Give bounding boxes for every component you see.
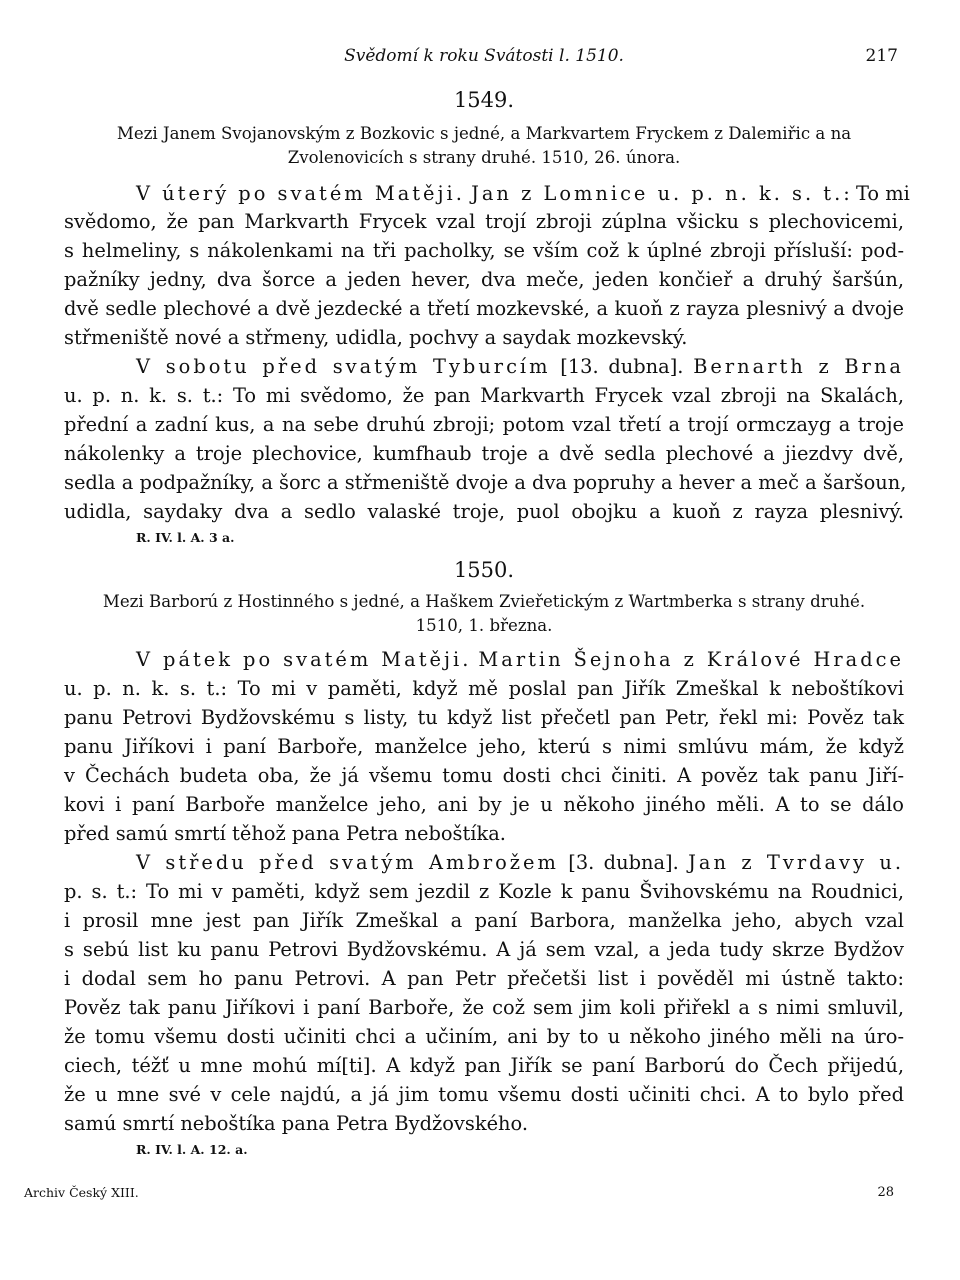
date-label: V středu před svatým Ambrožem xyxy=(136,851,559,874)
entry-number: 1549. xyxy=(453,88,515,112)
date-bracket: [3. dubna]. xyxy=(568,851,679,874)
text-line: s helmeliny, s nákolenkami na tři pacholky, se vším což k úplné zbroji přísluší: pod- xyxy=(64,239,904,262)
footer-publication: Archiv Český XIII. xyxy=(24,1185,139,1200)
text-line: u. p. n. k. s. t.: To mi svědomo, že pan Markvarth Frycek vzal zbroji na Skalách, xyxy=(64,384,904,407)
date-label: V pátek po svatém Matěji. xyxy=(136,648,472,671)
text-line: že u mne své v cele najdú, a já jim tomu všemu dosti učiniti chci. A to bylo před xyxy=(64,1083,904,1106)
entry-heading-line: Mezi Janem Svojanovským z Bozkovic s jedné, a Markvartem Fryckem z Dalemiřic a na xyxy=(116,124,852,143)
witness-label: Jan z Lomnice u. p. n. k. s. t. xyxy=(471,182,844,205)
paragraph-first-line xyxy=(136,646,904,674)
date-bracket: [13. dubna]. xyxy=(560,355,684,378)
text-line: Pověz tak panu Jiříkovi i paní Barboře, že což sem jim koli přiřekl a s nimi smluvil, xyxy=(64,996,904,1019)
document-page xyxy=(64,0,910,1280)
paragraph-first-line xyxy=(136,353,904,381)
footer-sheet-number: 28 xyxy=(877,1185,894,1200)
running-title: Svědomí k roku Svátosti l. 1510. xyxy=(344,46,624,66)
paragraph-first-line xyxy=(136,180,910,208)
text-line: p. s. t.: To mi v paměti, když sem jezdil z Kozle k panu Švihovskému na Roudnici, xyxy=(64,880,904,903)
witness-label: Jan z Tvrdavy u. xyxy=(688,851,904,874)
entry-heading-line: 1510, 1. března. xyxy=(415,616,553,635)
text-line: přední a zadní kus, a na sebe druhú zbroji; potom vzal třetí a trojí ormczayg a troje xyxy=(64,413,904,436)
text-line: svědomo, že pan Markvarth Frycek vzal trojí zbroji zúplna všicku s plechovicemi, xyxy=(64,210,904,233)
text-line: i dodal sem ho panu Petrovi. A pan Petr přečetši list i pověděl mi ústně takto: xyxy=(64,967,904,990)
text-line: panu Petrovi Bydžovskému s listy, tu když list přečetl pan Petr, řekl mi: Pověz tak xyxy=(64,706,904,729)
running-head xyxy=(64,44,904,70)
date-label: V sobotu před svatým Tyburcím xyxy=(136,355,551,378)
witness-label: Bernarth z Brna xyxy=(693,355,904,378)
text-line: pažníky jedny, dva šorce a jeden hever, dva meče, jeden končieř a druhý šaršún, xyxy=(64,268,904,291)
date-label: V úterý po svatém Matěji. xyxy=(136,182,465,205)
entry-heading-line: Mezi Barború z Hostinného s jedné, a Haškem Zvieřetickým z Wartmberka s strany druhé. xyxy=(102,592,866,611)
text-line: dvě sedle plechové a dvě jezdecké a třetí mozkevské, a kuoň z rayza plesnivý a dvoje xyxy=(64,297,904,320)
text-line: před samú smrtí těhož pana Petra neboštíka. xyxy=(64,822,506,845)
text-line: panu Jiříkovi i paní Barboře, manželce jeho, kterú s nimi smlúvu mám, že když xyxy=(64,735,904,758)
text-line: udidla, saydaky dva a sedlo valaské troje, puol obojku a kuoň z rayza plesnivý. xyxy=(64,500,904,523)
text-line: kovi i paní Barboře manželce jeho, ani by je u někoho jiného měli. A to se dálo xyxy=(64,793,904,816)
archive-signature: R. IV. l. A. 3 a. xyxy=(136,530,235,545)
text-line: samú smrtí neboštíka pana Petra Bydžovského. xyxy=(64,1112,529,1135)
text-line: že tomu všemu dosti učiniti chci a učiním, ani by to u někoho jiného měli na úro- xyxy=(64,1025,904,1048)
paragraph-first-line xyxy=(136,849,904,877)
text-line: u. p. n. k. s. t.: To mi v paměti, když mě poslal pan Jiřík Zmeškal k neboštíkovi xyxy=(64,677,904,700)
witness-label: Martin Šejnoha z Králové Hradce xyxy=(478,648,904,671)
text-line: s sebú list ku panu Petrovi Bydžovskému. A já sem vzal, a jeda tudy skrze Bydžov xyxy=(64,938,904,961)
text-line: v Čechách budeta oba, že já všemu tomu dosti chci činiti. A pověz tak panu Jiří- xyxy=(64,764,904,787)
text-line: i prosil mne jest pan Jiřík Zmeškal a paní Barbora, manželka jeho, abych vzal xyxy=(64,909,904,932)
text-line: ciech, téžť u mne mohú mí[ti]. A když pan Jiřík se paní Barború do Čech přijedú, xyxy=(64,1054,904,1077)
text-segment: : To mi xyxy=(843,182,910,205)
text-line: sedla a podpažníky, a šorc a střmeniště dvoje a dva popruhy a hever a meč a šaršoun, xyxy=(64,471,907,494)
text-line: nákolenky a troje plechovice, kumfhaub troje a dvě sedla plechové a jiezdvy dvě, xyxy=(64,442,904,465)
entry-heading-line: Zvolenovicích s strany druhé. 1510, 26. února. xyxy=(287,148,681,167)
text-line: střmeniště nové a střmeny, udidla, pochvy a saydak mozkevský. xyxy=(64,326,688,349)
page-number: 217 xyxy=(865,46,898,66)
archive-signature: R. IV. l. A. 12. a. xyxy=(136,1142,248,1157)
entry-number: 1550. xyxy=(453,558,515,582)
